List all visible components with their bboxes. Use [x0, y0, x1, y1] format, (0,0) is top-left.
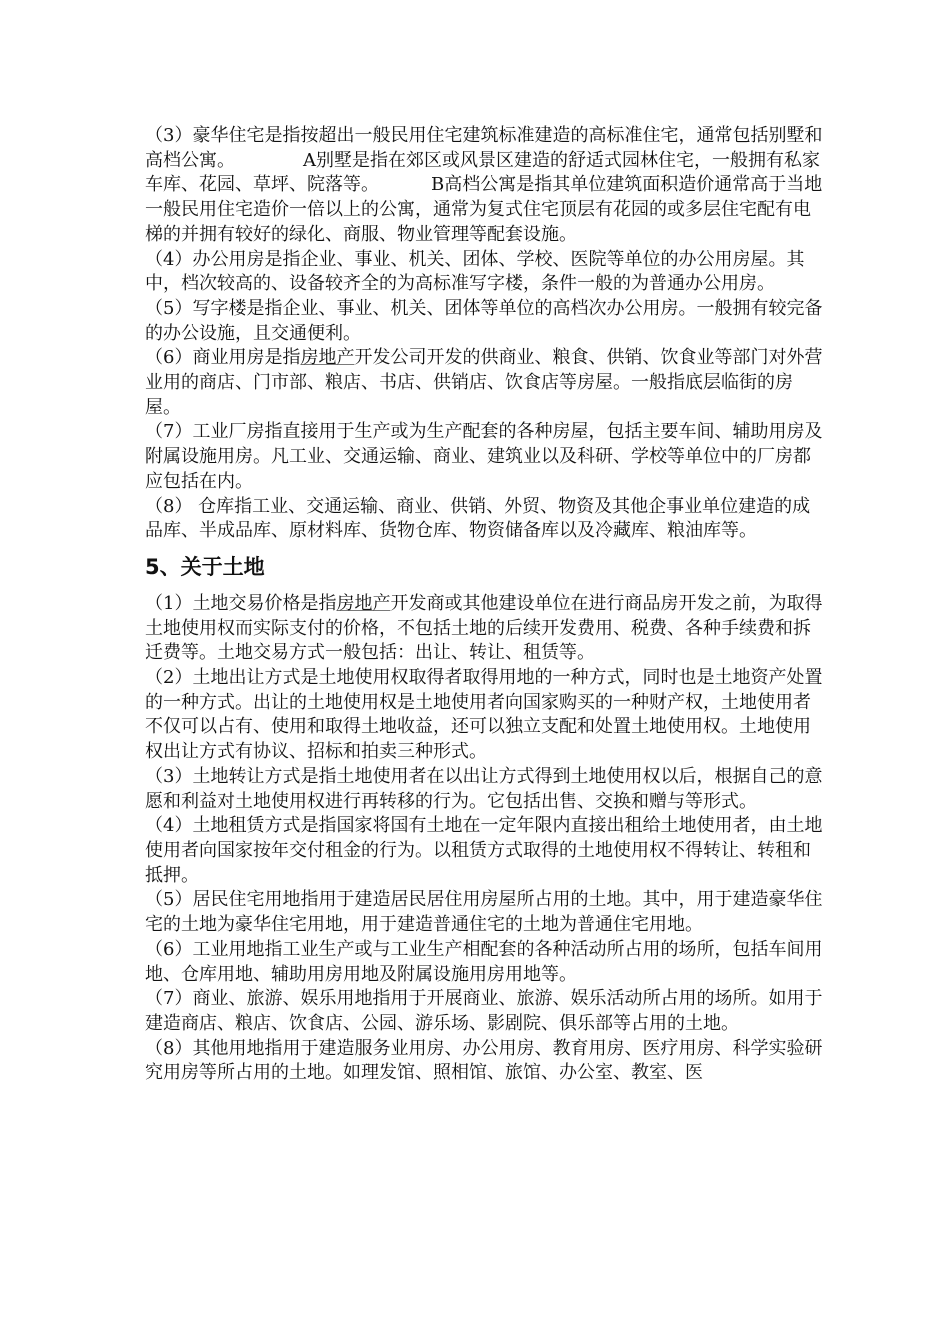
paragraph-land-grant: （2）土地出让方式是土地使用权取得者取得用地的一种方式，同时也是土地资产处置的一种方式。出让的土地使用权是土地使用者向国家购买的一种财产权，土地使用者不仅可以占有、使用和取得土地收益，还可以独立支配和处置土地使用权。土地使用权出让方式有协议、招标和拍卖三种形式。 [145, 667, 823, 763]
document-page [145, 124, 825, 1086]
luxury-housing-intro: （3）豪华住宅是指按超出一般民用住宅建筑标准建造的高标准住宅，通常包括别墅和高档公寓。 [145, 125, 823, 171]
paragraph-luxury-housing [145, 124, 825, 248]
paragraph-other-land: （8）其他用地指用于建造服务业用房、办公用房、教育用房、医疗用房、科学实验研究用房等所占用的土地。如理发馆、照相馆、旅馆、办公室、教室、医 [145, 1037, 823, 1084]
paragraph-industrial-plant: （7）工业厂房指直接用于生产或为生产配套的各种房屋，包括主要车间、辅助用房及附属设施用房。凡工业、交通运输、商业、建筑业以及科研、学校等单位中的厂房都应包括在内。 [145, 421, 823, 492]
paragraph-residential-land: （5）居民住宅用地指用于建造居民居住用房屋所占用的土地。其中，用于建造豪华住宅的土地为豪华住宅用地，用于建造普通住宅的土地为普通住宅用地。 [145, 889, 823, 936]
paragraph-land-lease: （4）土地租赁方式是指国家将国有土地在一定年限内直接出租给土地使用者，由土地使用者向国家按年交付租金的行为。以租赁方式取得的土地使用权不得转让、转租和抵押。 [145, 815, 823, 886]
paragraph-commercial-land: （7）商业、旅游、娱乐用地指用于开展商业、旅游、娱乐活动所占用的场所。如用于建造商店、粮店、饮食店、公园、游乐场、影剧院、俱乐部等占用的土地。 [145, 988, 823, 1034]
paragraph-land-price: （1）土地交易价格是指房地产开发商或其他建设单位在进行商品房开发之前，为取得土地使用权而实际支付的价格，不包括土地的后续开发费用、税费、各种手续费和拆迁费等。土地交易方式一般包括：出让、转让、租赁等。 [145, 592, 823, 664]
paragraph-industrial-land: （6）工业用地指工业生产或与工业生产相配套的各种活动所占用的场所，包括车间用地、仓库用地、辅助用房用地及附属设施用房用地等。 [145, 938, 823, 985]
paragraph-office-housing: （4）办公用房是指企业、事业、机关、团体、学校、医院等单位的办公用房屋。其中，档次较高的、设备较齐全的为高标准写字楼，条件一般的为普通办公用房。 [145, 248, 805, 295]
apartment-definition: B高档公寓是指其单位建筑面积造价通常高于当地一般民用住宅造价一倍以上的公寓，通常为复式住宅顶层有花园的或多层住宅配有电梯的并拥有较好的绿化、商服、物业管理等配套设施。 [145, 174, 823, 245]
paragraph-warehouse: （8） 仓库指工业、交通运输、商业、供销、外贸、物资及其他企事业单位建造的成品库、半成品库、原材料库、货物仓库、物资储备库以及冷藏库、粮油库等。 [145, 495, 811, 542]
land-section [145, 552, 825, 1086]
section-heading: 5、关于土地 [145, 554, 265, 579]
real-estate-link[interactable]: 房地产 [336, 592, 391, 614]
paragraph-commercial-housing: （6）商业用房是指房地产开发公司开发的供商业、粮食、供销、饮食业等部门对外营业用的商店、门市部、粮店、书店、供销店、饮食店等房屋。一般指底层临街的房屋。 [145, 347, 823, 418]
housing-types-section [145, 124, 825, 544]
real-estate-link[interactable]: 房地产 [300, 347, 355, 369]
paragraph-land-transfer: （3）土地转让方式是指土地使用者在以出让方式得到土地使用权以后，根据自己的意愿和利益对土地使用权进行再转移的行为。它包括出售、交换和赠与等形式。 [145, 765, 823, 812]
villa-definition: A别墅是指在郊区或风景区建造的舒适式园林住宅，一般拥有私家车库、花园、草坪、院落等。 [145, 149, 820, 196]
paragraph-office-building: （5）写字楼是指企业、事业、机关、团体等单位的高档次办公用房。一般拥有较完备的办公设施，且交通便利。 [145, 297, 823, 344]
